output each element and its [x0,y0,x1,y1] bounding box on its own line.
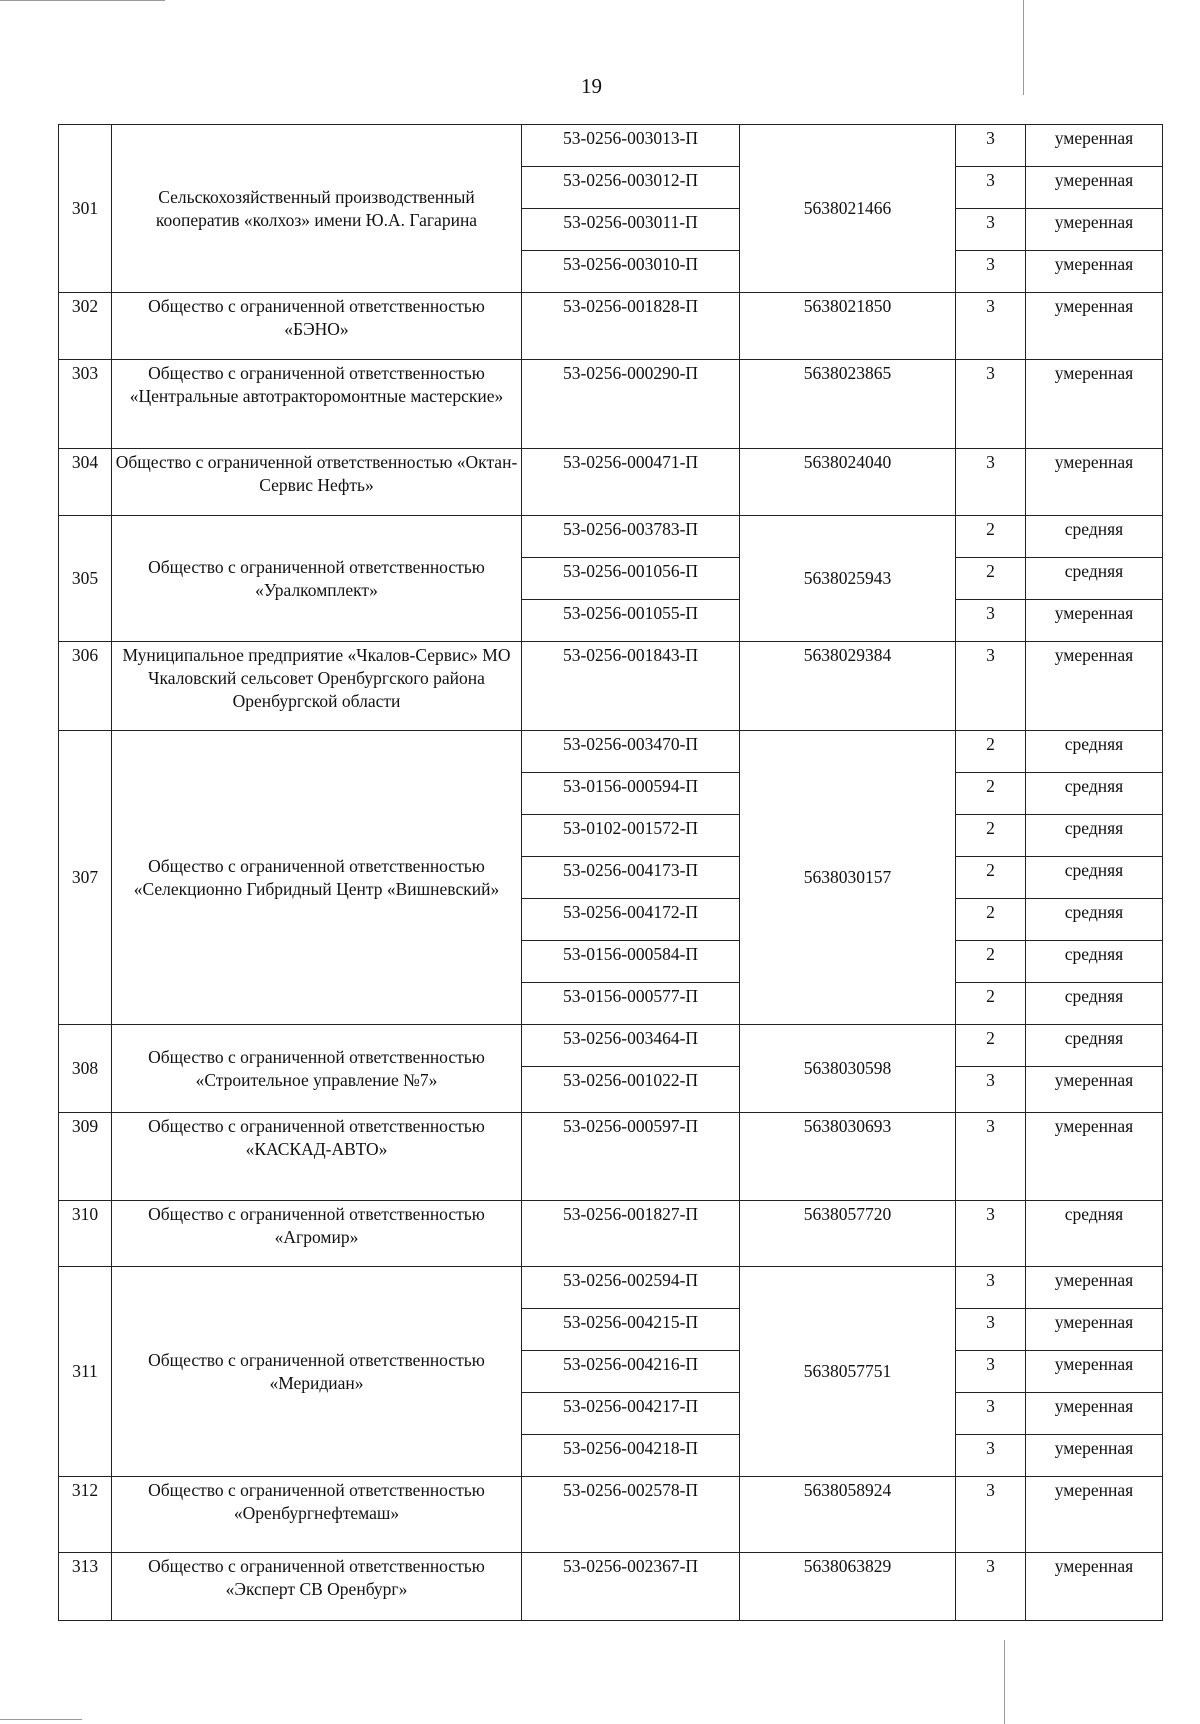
organization-name: Общество с ограниченной ответственностью «Центральные автотракторомонтные мастерские» [112,360,522,449]
organization-name: Общество с ограниченной ответственностью «Оренбургнефтемаш» [112,1477,522,1553]
risk-level: умеренная [1026,125,1163,167]
row-number: 309 [59,1113,112,1201]
object-code: 53-0256-003010-П [522,251,740,293]
category: 3 [956,1201,1026,1267]
risk-level: умеренная [1026,449,1163,516]
risk-level: умеренная [1026,293,1163,360]
category: 3 [956,642,1026,731]
inn: 5638023865 [740,360,956,449]
table-row [59,516,1163,558]
organization-name: Общество с ограниченной ответственностью «БЭНО» [112,293,522,360]
category: 3 [956,360,1026,449]
object-code: 53-0256-001055-П [522,600,740,642]
organization-name: Общество с ограниченной ответственностью «Строительное управление №7» [112,1025,522,1113]
object-code: 53-0256-004215-П [522,1309,740,1351]
inn: 5638030598 [740,1025,956,1113]
category: 2 [956,815,1026,857]
organization-name: Общество с ограниченной ответственностью «Эксперт СВ Оренбург» [112,1553,522,1621]
risk-level: средняя [1026,516,1163,558]
category: 3 [956,1113,1026,1201]
category: 3 [956,1067,1026,1113]
row-number: 310 [59,1201,112,1267]
object-code: 53-0256-001827-П [522,1201,740,1267]
risk-level: умеренная [1026,600,1163,642]
table-row [59,293,1163,360]
inn: 5638057751 [740,1267,956,1477]
risk-level: средняя [1026,983,1163,1025]
row-number: 307 [59,731,112,1025]
category: 3 [956,1351,1026,1393]
inn: 5638025943 [740,516,956,642]
category: 3 [956,209,1026,251]
organization-name: Общество с ограниченной ответственностью «Агромир» [112,1201,522,1267]
category: 2 [956,558,1026,600]
organization-name: Общество с ограниченной ответственностью «Уралкомплект» [112,516,522,642]
object-code: 53-0256-004216-П [522,1351,740,1393]
table-row [59,1113,1163,1201]
scan-edge-mark [0,1719,82,1720]
category: 3 [956,1309,1026,1351]
category: 3 [956,600,1026,642]
risk-level: умеренная [1026,1267,1163,1309]
object-code: 53-0102-001572-П [522,815,740,857]
risk-level: умеренная [1026,642,1163,731]
table-row [59,1553,1163,1621]
row-number: 308 [59,1025,112,1113]
object-code: 53-0256-001022-П [522,1067,740,1113]
object-code: 53-0256-004172-П [522,899,740,941]
inn: 5638030693 [740,1113,956,1201]
row-number: 313 [59,1553,112,1621]
inn: 5638021466 [740,125,956,293]
risk-level: средняя [1026,773,1163,815]
object-code: 53-0256-003012-П [522,167,740,209]
risk-level: средняя [1026,731,1163,773]
object-code: 53-0256-000290-П [522,360,740,449]
object-code: 53-0256-003011-П [522,209,740,251]
risk-level: умеренная [1026,1393,1163,1435]
row-number: 311 [59,1267,112,1477]
row-number: 304 [59,449,112,516]
object-code: 53-0256-003464-П [522,1025,740,1067]
object-code: 53-0156-000594-П [522,773,740,815]
page-number: 19 [581,74,602,98]
risk-level: средняя [1026,857,1163,899]
risk-level: средняя [1026,1201,1163,1267]
risk-level: умеренная [1026,251,1163,293]
category: 3 [956,449,1026,516]
risk-level: умеренная [1026,209,1163,251]
object-code: 53-0256-000597-П [522,1113,740,1201]
category: 2 [956,941,1026,983]
inn: 5638024040 [740,449,956,516]
object-code: 53-0256-003470-П [522,731,740,773]
table-row [59,360,1163,449]
category: 3 [956,167,1026,209]
object-code: 53-0156-000584-П [522,941,740,983]
object-code: 53-0256-003783-П [522,516,740,558]
risk-level: средняя [1026,558,1163,600]
row-number: 312 [59,1477,112,1553]
category: 3 [956,251,1026,293]
organization-name: Общество с ограниченной ответственностью «Меридиан» [112,1267,522,1477]
inn: 5638021850 [740,293,956,360]
row-number: 306 [59,642,112,731]
inn: 5638058924 [740,1477,956,1553]
category: 2 [956,857,1026,899]
organization-name: Муниципальное предприятие «Чкалов-Сервис» МО Чкаловский сельсовет Оренбургского района Оренбургской области [112,642,522,731]
scan-edge-mark [0,0,165,1]
table-row [59,1267,1163,1309]
category: 3 [956,1553,1026,1621]
risk-level: умеренная [1026,1477,1163,1553]
object-code: 53-0256-004217-П [522,1393,740,1435]
category: 2 [956,516,1026,558]
table-row [59,1477,1163,1553]
category: 3 [956,1477,1026,1553]
risk-level: умеренная [1026,1435,1163,1477]
risk-level: средняя [1026,899,1163,941]
row-number: 302 [59,293,112,360]
table-row [59,449,1163,516]
category: 2 [956,773,1026,815]
object-code: 53-0256-004218-П [522,1435,740,1477]
inn: 5638057720 [740,1201,956,1267]
table-row [59,642,1163,731]
risk-level: средняя [1026,1025,1163,1067]
category: 2 [956,983,1026,1025]
object-code: 53-0256-001056-П [522,558,740,600]
row-number: 301 [59,125,112,293]
inn: 5638030157 [740,731,956,1025]
scan-edge-mark [1004,1640,1005,1724]
risk-level: умеренная [1026,1067,1163,1113]
table-row [59,1201,1163,1267]
organization-name: Общество с ограниченной ответственностью «КАСКАД-АВТО» [112,1113,522,1201]
category: 3 [956,1393,1026,1435]
category: 2 [956,1025,1026,1067]
organization-name: Общество с ограниченной ответственностью «Селекционно Гибридный Центр «Вишневский» [112,731,522,1025]
table-row [59,125,1163,167]
risk-level: средняя [1026,815,1163,857]
table-row [59,1025,1163,1067]
scan-edge-mark [1023,0,1024,95]
object-code: 53-0256-001828-П [522,293,740,360]
category: 2 [956,731,1026,773]
risk-level: умеренная [1026,167,1163,209]
risk-level: умеренная [1026,1553,1163,1621]
object-code: 53-0256-002367-П [522,1553,740,1621]
object-code: 53-0256-002578-П [522,1477,740,1553]
risk-level: средняя [1026,941,1163,983]
object-code: 53-0256-001843-П [522,642,740,731]
table-row [59,731,1163,773]
risk-level: умеренная [1026,1351,1163,1393]
registry-table [58,124,1163,1621]
risk-level: умеренная [1026,360,1163,449]
object-code: 53-0256-003013-П [522,125,740,167]
category: 3 [956,293,1026,360]
category: 3 [956,125,1026,167]
category: 2 [956,899,1026,941]
risk-level: умеренная [1026,1309,1163,1351]
inn: 5638063829 [740,1553,956,1621]
risk-level: умеренная [1026,1113,1163,1201]
inn: 5638029384 [740,642,956,731]
row-number: 305 [59,516,112,642]
object-code: 53-0256-000471-П [522,449,740,516]
registry-body [59,125,1163,1621]
row-number: 303 [59,360,112,449]
object-code: 53-0256-002594-П [522,1267,740,1309]
object-code: 53-0256-004173-П [522,857,740,899]
organization-name: Общество с ограниченной ответственностью «Октан-Сервис Нефть» [112,449,522,516]
organization-name: Сельскохозяйственный производственный кооператив «колхоз» имени Ю.А. Гагарина [112,125,522,293]
object-code: 53-0156-000577-П [522,983,740,1025]
category: 3 [956,1267,1026,1309]
category: 3 [956,1435,1026,1477]
